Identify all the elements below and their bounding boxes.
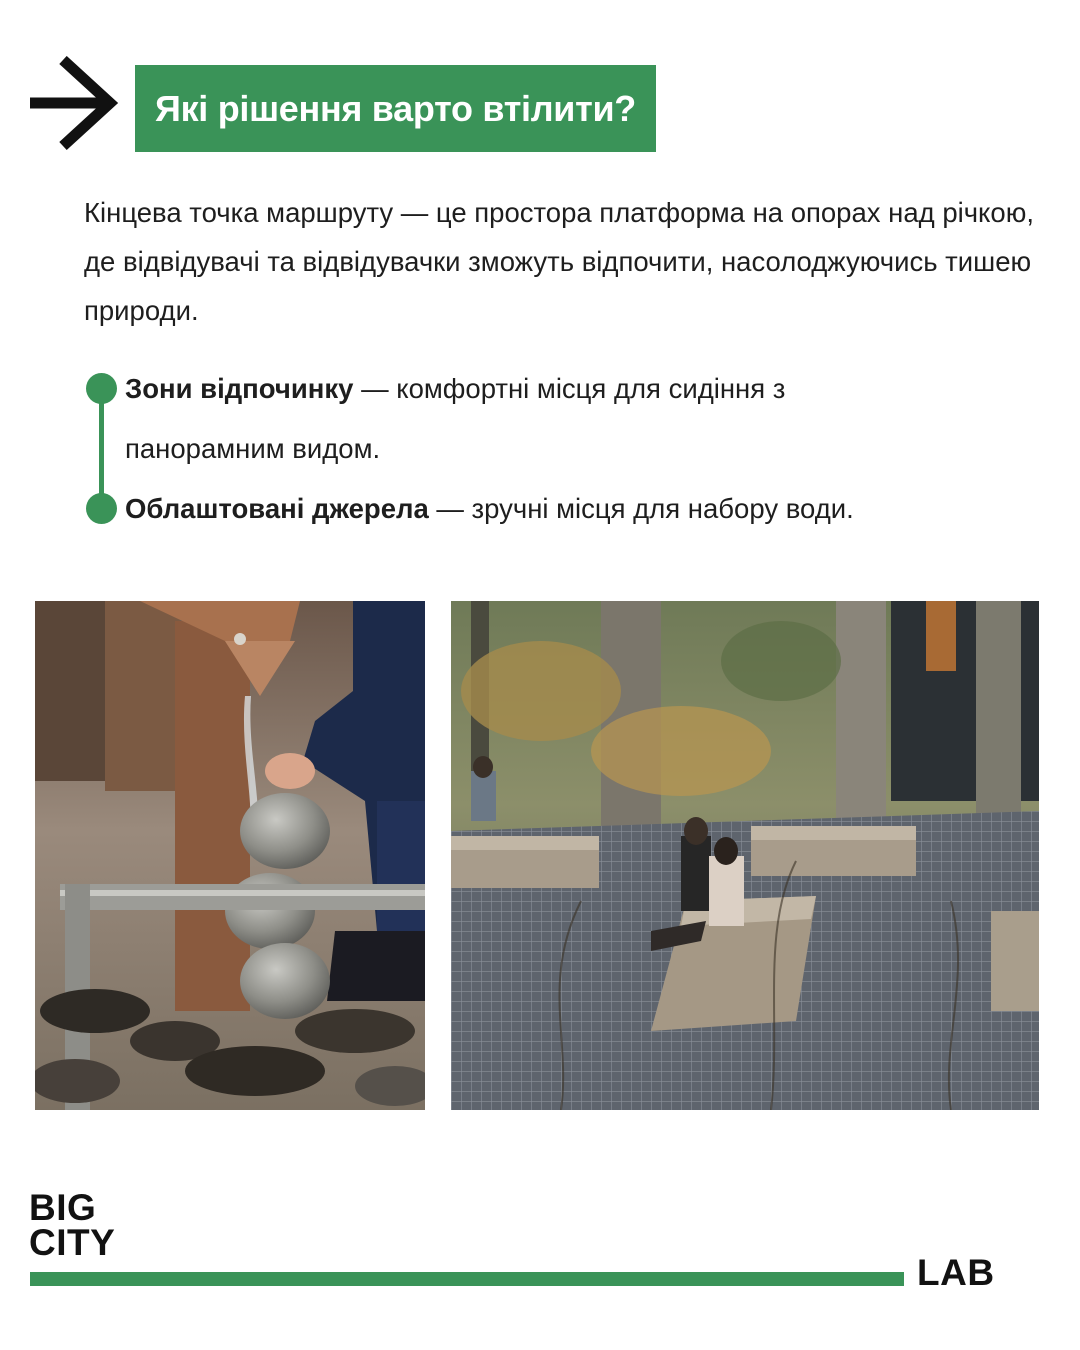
list-item-title: Облаштовані джерела (125, 493, 429, 524)
list-item-rest-zones (125, 359, 785, 479)
bullet-dot-icon (86, 373, 117, 404)
footer-divider (30, 1272, 904, 1286)
logo-line-big: BIG (29, 1187, 97, 1228)
list-item-springs (125, 479, 854, 539)
bullet-dot-icon (86, 493, 117, 524)
logo-line-city: CITY (29, 1222, 116, 1263)
forest-seating-platform-photo (451, 601, 1039, 1110)
list-item-title: Зони відпочинку (125, 373, 354, 404)
list-item-text: — комфортні місця для сидіння з (353, 373, 786, 404)
arrow-right-icon (30, 56, 122, 152)
logo-line-lab: LAB (917, 1252, 995, 1293)
feature-list (84, 365, 1044, 535)
page-title: Які рішення варто втілити? (155, 87, 636, 129)
big-city-logo (29, 1187, 116, 1263)
timeline-line (99, 387, 104, 509)
intro-paragraph: Кінцева точка маршруту — це простора платформа на опорах над річкою, де відвідувачі та відвідувачки зможуть відпочити, насолоджуючись тишею природи. (84, 197, 1034, 326)
list-item-text: — зручні місця для набору води. (428, 493, 854, 524)
list-item-text-continued: панорамним видом. (125, 433, 381, 464)
water-fountain-photo (35, 601, 425, 1110)
title-banner (135, 65, 656, 152)
